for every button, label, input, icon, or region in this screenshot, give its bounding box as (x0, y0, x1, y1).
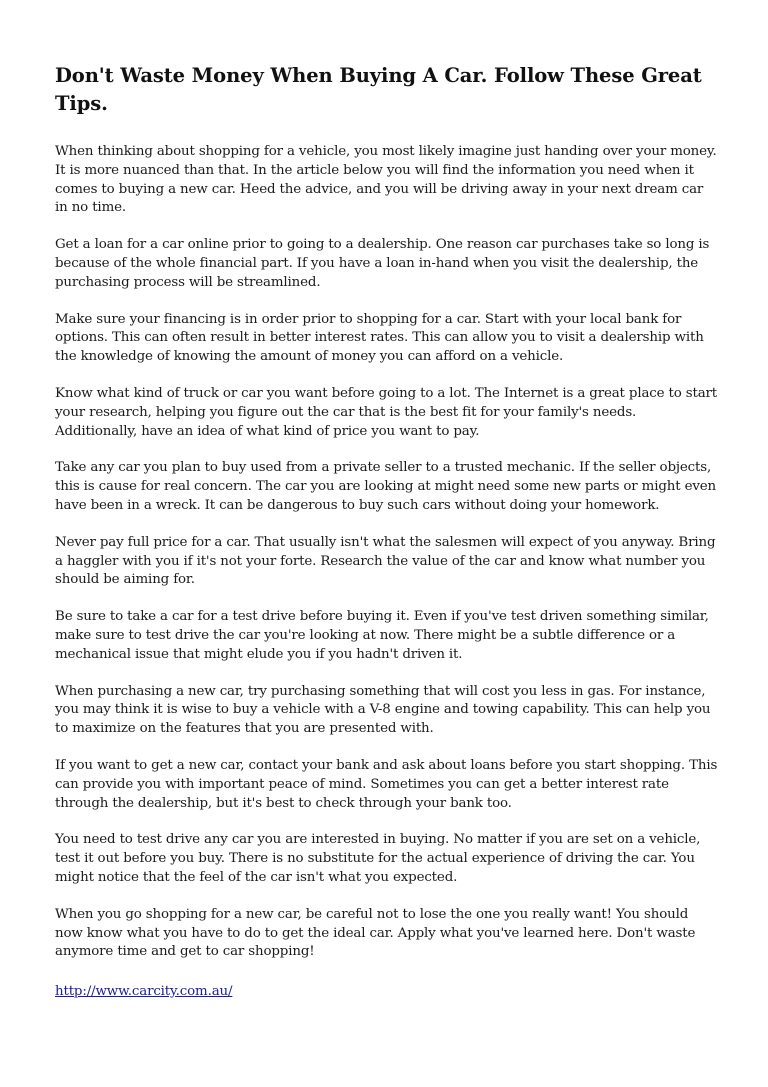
paragraph-loan-online: Get a loan for a car online prior to going to a dealership. One reason car purchases take so long is because of the whole financial part. If you have a loan in-hand when you visit the dealership, the purchasing process will be streamlined. (55, 237, 710, 290)
paragraph-conclusion: When you go shopping for a new car, be careful not to lose the one you really want! You should now know what you have to do to get the ideal car. Apply what you've learned here. Don't waste anymore time and get to car shopping! (55, 906, 696, 960)
paragraph-bank: If you want to get a new car, contact your bank and ask about loans before you start shopping. This can provide you with important peace of mind. Sometimes you can get a better interest rate through the dealership, but it's best to check through your bank too. (55, 757, 718, 811)
paragraph-full-price: Never pay full price for a car. That usually isn't what the salesmen will expect of you anyway. Bring a haggler with you if it's not your forte. Research the value of the car and know what number you should be aiming for. (55, 534, 716, 588)
paragraph-test-drive: Be sure to take a car for a test drive before buying it. Even if you've test driven something similar, make sure to test drive the car you're looking at now. There might be a subtle difference or a mechanical issue that might elude you if you hadn't driven it. (55, 609, 709, 662)
document-page (55, 62, 719, 1002)
paragraph-intro: When thinking about shopping for a vehicle, you most likely imagine just handing over your money. It is more nuanced than that. In the article below you will find the information you need when it comes to buying a new car. Heed the advice, and you will be driving away in your next dream car in no time. (55, 144, 717, 216)
article-title: Don't Waste Money When Buying A Car. Follow These Great Tips. (55, 64, 702, 115)
paragraph-financing: Make sure your financing is in order prior to shopping for a car. Start with your local bank for options. This can often result in better interest rates. This can allow you to visit a dealership with the knowledge of knowing the amount of money you can afford on a vehicle. (55, 311, 704, 365)
paragraph-mechanic: Take any car you plan to buy used from a private seller to a trusted mechanic. If the seller objects, this is cause for real concern. The car you are looking at might need some new parts or might even have been in a wreck. It can be dangerous to buy such cars without doing your homework. (55, 460, 717, 513)
source-link[interactable]: http://www.carcity.com.au/ (55, 984, 233, 1000)
paragraph-gas: When purchasing a new car, try purchasing something that will cost you less in gas. For instance, you may think it is wise to buy a vehicle with a V-8 engine and towing capability. This can help you to maximize on the features that you are presented with. (55, 683, 711, 737)
paragraph-know-car: Know what kind of truck or car you want before going to a lot. The Internet is a great place to start your research, helping you figure out the car that is the best fit for your family's needs. Additionally, have an idea of what kind of price you want to pay. (55, 385, 718, 439)
paragraph-test-drive-any: You need to test drive any car you are interested in buying. No matter if you are set on a vehicle, test it out before you buy. There is no substitute for the actual experience of driving the car. You might notice that the feel of the car isn't what you expected. (55, 832, 701, 885)
